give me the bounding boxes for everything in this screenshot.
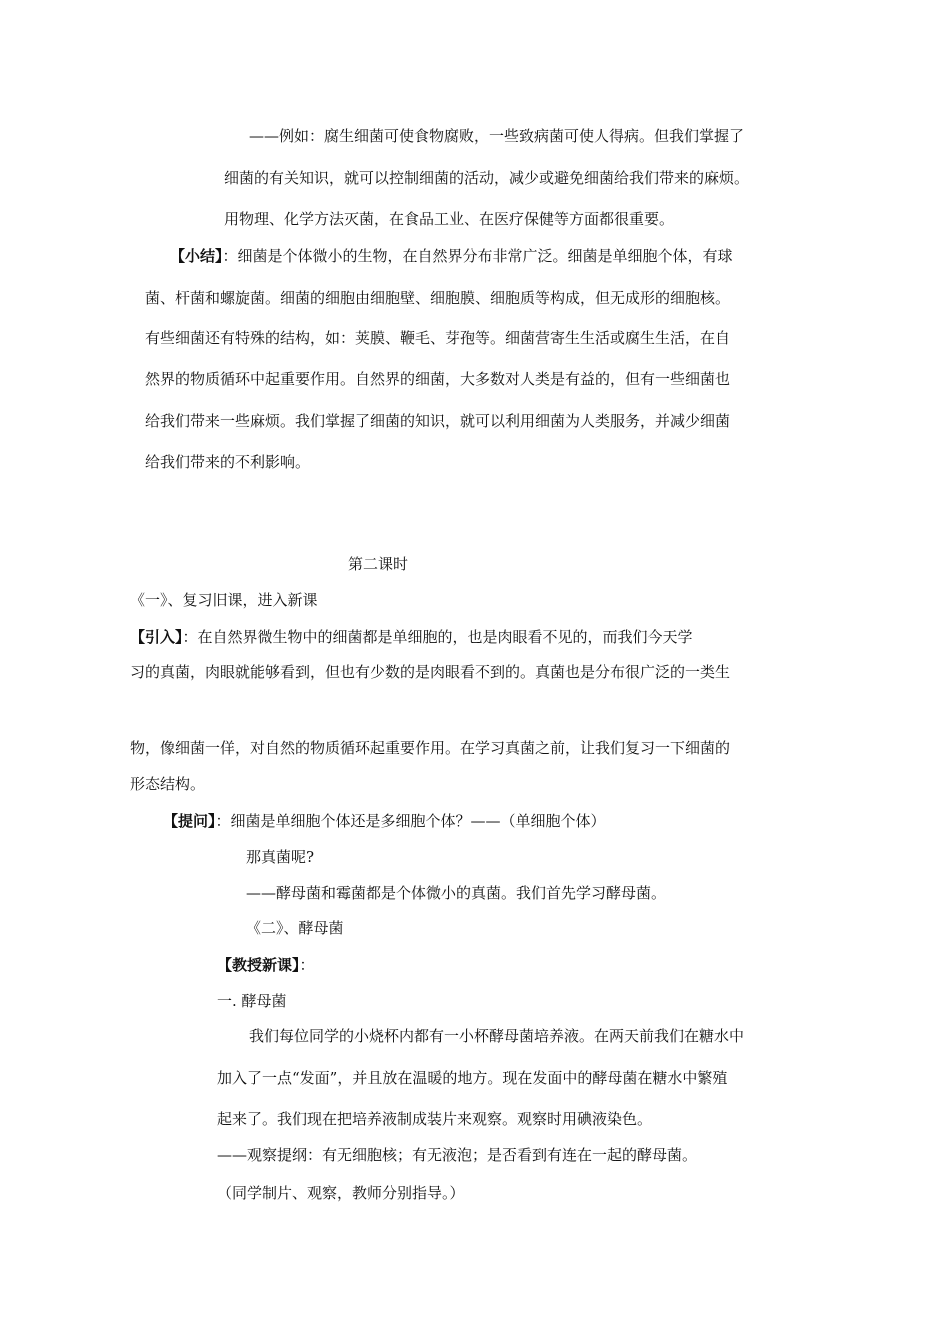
summary-line-4: 然界的物质循环中起重要作用。自然界的细菌，大多数对人类是有益的，但有一些细菌也 [145,370,731,388]
summary-line-3: 有些细菌还有特殊的结构，如：荚膜、鞭毛、芽孢等。细菌营寄生生活或腐生生活，在自 [145,329,731,347]
summary-line-6: 给我们带来的不利影响。 [145,453,311,471]
summary-line-2: 菌、杆菌和螺旋菌。细菌的细胞由细胞壁、细胞膜、细胞质等构成，但无成形的细胞核。 [145,289,731,307]
section-1-heading: 《一》、复习旧课，进入新课 [130,591,318,609]
yeast-line-2: 加入了一点“发面”，并且放在温暖的地方。现在发面中的酵母菌在糖水中繁殖 [217,1069,728,1087]
intro-line-3: 物，像细菌一佯，对自然的物质循环起重要作用。在学习真菌之前，让我们复习一下细菌的 [130,739,731,757]
lesson2-title: 第二课时 [348,555,409,573]
yeast-line-4: ——观察提纲：有无细胞核；有无液泡；是否看到有连在一起的酵母菌。 [217,1146,698,1164]
question-label: 【提问】 [163,812,216,830]
point-1-heading: 一. 酵母菌 [217,992,287,1010]
intro-label: 【引入】 [130,628,183,646]
intro-text: ：在自然界微生物中的细菌都是单细胞的，也是肉眼看不见的，而我们今天学 [182,628,693,646]
intro-line-1 [130,626,693,648]
summary-text: ：细菌是个体微小的生物，在自然界分布非常广泛。细菌是单细胞个体，有球 [222,247,733,265]
summary-line-1 [170,245,733,267]
intro-line-4: 形态结构。 [130,775,206,793]
teach-suffix: ： [299,956,315,974]
summary-label: 【小结】 [170,247,223,265]
teach-label: 【教授新课】 [217,956,300,974]
example-line-3: 用物理、化学方法灭菌，在食品工业、在医疗保健等方面都很重要。 [224,210,675,228]
question-text: ：细菌是单细胞个体还是多细胞个体？——（单细胞个体） [215,812,606,830]
teach-heading [217,954,315,976]
example-line-1: ——例如：腐生细菌可使食物腐败，一些致病菌可使人得病。但我们掌握了 [249,127,745,145]
question-line-1 [163,810,606,832]
question-line-3: ——酵母菌和霉菌都是个体微小的真菌。我们首先学习酵母菌。 [246,884,667,902]
yeast-line-1: 我们每位同学的小烧杯内都有一小杯酵母菌培养液。在两天前我们在糖水中 [249,1027,745,1045]
example-line-2: 细菌的有关知识，就可以控制细菌的活动，减少或避免细菌给我们带来的麻烦。 [224,169,750,187]
yeast-line-5: （同学制片、观察，教师分别指导。） [217,1184,465,1202]
section-2-heading: 《二》、酵母菌 [246,919,344,937]
intro-line-2: 习的真菌，肉眼就能够看到，但也有少数的是肉眼看不到的。真菌也是分布很广泛的一类生 [130,663,731,681]
question-line-2: 那真菌呢? [246,848,315,866]
summary-line-5: 给我们带来一些麻烦。我们掌握了细菌的知识，就可以利用细菌为人类服务，并减少细菌 [145,412,731,430]
yeast-line-3: 起来了。我们现在把培养液制成装片来观察。观察时用碘液染色。 [217,1110,653,1128]
